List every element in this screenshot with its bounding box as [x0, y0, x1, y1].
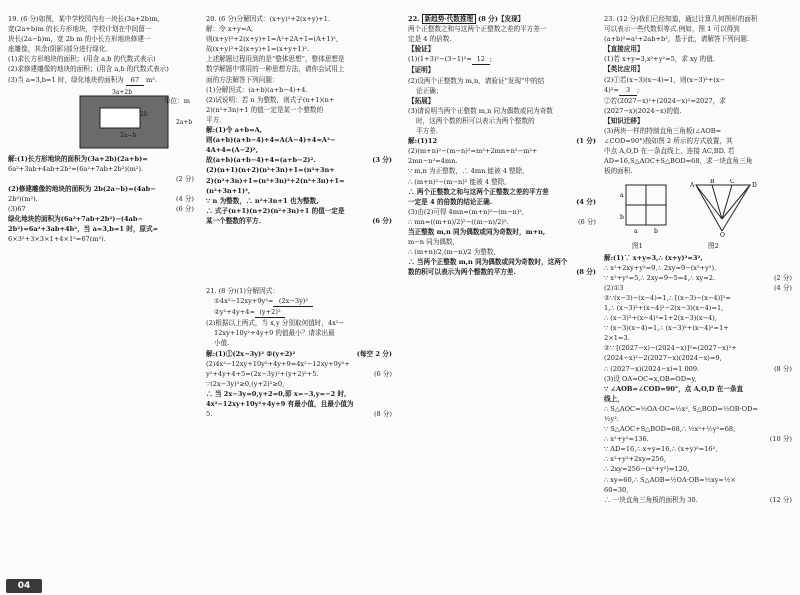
q23-score: (10 分) [769, 435, 792, 444]
q23-line: (3)两块一样的特制直角三角板(∠AOB= [604, 127, 722, 136]
fig2-label-O: O [720, 231, 725, 239]
q20-solution-line: 4A+4=(A−2)², [206, 146, 258, 155]
q19-solution-line: 绿化地块的面积为(6a²+7ab+2b²)−(4ab− [8, 215, 143, 224]
q23-solution-line: ②∵ [(2027−x)−(2024−x)]²=(2027−x)²+ [604, 344, 737, 353]
q22-solution-line: ∴ 当两个正整数 m,n 同为偶数或同为奇数时，这两个 [408, 258, 568, 267]
q23-solution-line: ∵ S△AOC+S△BOD=68,∴ ½x²+½y²=68, [604, 425, 736, 434]
q23-solution-line: ∴ 2xy=256−(x²+y²)=120, [604, 465, 690, 474]
fig1-label-b-bottom: b [654, 227, 658, 235]
q23-solution-line: ②∵(x−3)−(x−4)=1,∴ [(x−3)−(x−4)]²= [604, 293, 731, 302]
q23-solution-line: (3)设 OA=OC=x,OB=OD=y, [604, 374, 697, 383]
q19-line: 宽(2a+b)m 的长方形地块，学校计划在中间留一 [8, 25, 152, 34]
q23-figures [604, 179, 792, 251]
q20-score: (3 分) [372, 156, 392, 165]
q22-header: (8 分)【发现】 [478, 15, 525, 23]
q23-line: 23. (12 分)我们已经知道，通过计算几何图形的面积 [604, 15, 758, 23]
q23-solution-line: 解:(1)∵ x+y=3,∴ (x+y)²=3², [604, 253, 703, 262]
q21-line: 小值. [214, 339, 230, 348]
q23-blank: 3 [619, 85, 637, 96]
fig2-caption: 图2 [708, 241, 719, 250]
q22-solution-line: (3)由(2)可得 4mn=(m+n)²−(m−n)², [408, 207, 525, 216]
q22-line: (1)(1+3)²−(3−1)²= [408, 55, 472, 64]
q20-solution-line: 解:(1)令 a+b=A, [206, 126, 263, 135]
q19-figure [8, 88, 194, 152]
q20-line: 20. (6 分)分解因式：(x+y)²+2(x+y)+1. [206, 15, 330, 23]
q20-line: (2)试说明：若 n 为整数，则式子(n+1)(n+ [206, 95, 335, 104]
q23-solution-line: (2024−x)²−2(2027−x)(2024−x)=9, [604, 354, 722, 363]
question-19 [8, 14, 194, 577]
q20-line: (1)分解因式：(a+b)(a+b−4)+4. [206, 85, 308, 94]
q22-solution-line: 当正整数 m,n 同为偶数或同为奇数时，m+n, [408, 227, 546, 236]
q22-line: (3)请说明当两个正整数 m,n 同为偶数或同为奇数 [408, 106, 553, 115]
q23-solution-line: ∴ 一块直角三角板的面积为 30. [604, 495, 698, 504]
q22-solution-line: m−n 同为偶数, [408, 238, 455, 247]
q23-score: (8 分) [773, 364, 792, 373]
q23-section: 【类比应用】 [604, 65, 644, 74]
q19-line: 19. (6 分)如图，某中学校园内有一块长(3a+2b)m, [8, 15, 160, 23]
q23-solution-line: ∴ xy=60,∴ S△AOB=½OA·OB=½xy=½× [604, 475, 736, 484]
q23-solution-line: (2)①3 [604, 283, 624, 292]
q20-solution-line: 故(a+b)(a+b−4)+4=(a+b−2)². [206, 156, 316, 165]
q23-section: 【直接应用】 [604, 45, 644, 54]
q22-line: (2)设两个正整数为 m,n，请验证“发现”中的结 [408, 76, 545, 85]
q23-line: 中点 A,O,D 在一条直线上，连接 AC,BD. 若 [604, 147, 735, 156]
q21-solution-line: y²+4y+4+5=(2x−3y)²+(y+2)²+5. [206, 369, 319, 378]
q20-solution-line: ∴ 式子(n+1)(n+2)(n²+3n)+1 的值一定是 [206, 206, 345, 215]
q21-score: (6 分) [373, 369, 392, 378]
q20-solution-line: ∵ n 为整数，∴ n²+3n+1 也为整数, [206, 196, 319, 205]
q20-solution-line: 2)(n²+3n)+1=(n²+3n)²+2(n²+3n)+1= [206, 176, 345, 185]
q22-section: 【证明】 [408, 66, 435, 75]
q21-line: 12xy+10y²+4y+9 的值最小？请求出最 [214, 329, 335, 338]
q22-section: 【验证】 [408, 45, 435, 54]
q22-solution-line: 解:(1)12 [408, 137, 438, 146]
q21-score: (每空 2 分) [356, 349, 392, 358]
q22-line: 两个正整数之和与这两个正整数之差的平方差一 [408, 25, 547, 34]
q23-solution-line: ∵ AD=16,∴ x+y=16,∴ (x+y)²=16², [604, 445, 718, 454]
q21-solution-line: 5. [206, 410, 213, 419]
fig-label-length: 3a+2b [112, 88, 133, 96]
q23-solution-line: 2×1=3. [604, 334, 630, 343]
q21-line: ②y²+4y+4= [214, 308, 255, 317]
q19-solution-line: 2b²)(m²). [8, 195, 38, 204]
q19-score: (6 分) [175, 205, 194, 214]
q19-solution-line: (2)修建雕像的地块的面积为 2b(2a−b)=(4ab− [8, 184, 156, 193]
fig-label-width: 2a+b [176, 118, 193, 126]
q22-score: (8 分) [576, 268, 596, 277]
q20-line: 面的方法解答下列问题： [206, 75, 279, 84]
q23-line: ∠COD=90°)按如图 2 所示的方式放置，其 [604, 137, 733, 146]
q19-score: (4 分) [175, 195, 194, 204]
q23-section: 【知识迁移】 [604, 116, 644, 125]
fig2-label-A: A [690, 181, 695, 189]
q19-solution-line: (3)67 [8, 205, 26, 214]
q23-solution-line: ∴ (x−3)²+(x−4)²=1+2(x−3)(x−4), [604, 314, 717, 323]
fig2-label-D: D [752, 181, 757, 189]
q22-blank: 12 [472, 54, 490, 65]
q22-solution-line: ∴ (m+n)²−(m−n)² 能被 4 整除, [408, 177, 507, 186]
q22-solution-line: (2)(m+n)²−(m−n)²=m²+2mn+n²−m²+ [408, 147, 538, 156]
q20-line: 数学解题中常用的一种思想方法，请你会试用上 [206, 65, 345, 74]
q20-line: 解：令 x+y=A, [206, 25, 254, 34]
q23-solution-line: 60=30, [604, 485, 629, 494]
q23-solution-line: ∴ x²+2xy+y²=9,∴ 2xy=9−(x²+y²). [604, 263, 717, 272]
q22-solution-line: ∴ (m+n)/2,(m−n)/2 为整数, [408, 248, 496, 257]
q21-line: ①4x²−12xy+9y²= [214, 297, 274, 306]
q23-line: AD=16,S△AOC+S△BOD=68，求一块直角三角 [604, 157, 753, 166]
q23-score: (4 分) [773, 283, 792, 292]
q23-line: (a+b)²=a²+2ab+b²，基于此，请解答下列问题. [604, 35, 750, 44]
question-20-21 [206, 14, 392, 577]
q23-solution-line: 1,∴ (x−3)²+(x−4)²−2(x−3)(x−4)=1, [604, 303, 724, 312]
q21-line: (2)根据以上两式，当 x,y 分别取何值时，4x²− [206, 319, 345, 328]
q23-solution-line: ∴ x²+y²=136. [604, 435, 649, 444]
q23-line: (1)若 x+y=3,x²+y²=5，求 xy 的值. [604, 55, 715, 64]
q19-score: (2 分) [175, 174, 194, 183]
fig-label-inner-length: 2a−b [120, 131, 137, 139]
q22-line: 平方差. [416, 127, 438, 136]
question-23: 23. (12 分)我们已经知道，通过计算几何图形的面积 可以表示一些代数恒等式.例如，图 1 可以得到 (a+b)²=a²+2ab+b²，基于此，请解答下列问题. 【直接应用】 (1)若 x+y=3,x²+y²=5，求 xy 的值. 【类比应用】 (2)①若(x−3)(x−4)=1，则(x−3)²+(x− 4)²= 3 ; ②若(2027−x)²+(2024−x)²=2027，求 (2027−x)(2024−x)的值. 【知识迁移】 (3)两块一样的特制直角三角板(∠AOB= ∠COD=90°)按如图 2 所示的方式放置，其 中点 A,O,D 在一条直线上，连接 AC,BD. 若 AD=16,S△AOC+S△BOD=68，求一块直角三角 板的面积. a b a b A B C D O 图1 图2 解:(1)∵ x+y=3,∴ (x+y)²=3², ∴ x²+2xy+y²=9,∴ 2xy=9−(x²+y²). ∵ x²+y²=5,∴ 2xy=9−5=4,∴ xy=2. (2 分) (2)①3 (4 分) ②∵(x−3)−(x−4)=1,∴ [(x−3)−(x−4)]²= 1,∴ (x−3)²+(x−4)²−2(x−3)(x−4)=1, ∴ (x−3)²+(x−4)²=1+2(x−3)(x−4), ∵ (x−3)(x−4)=1,∴ (x−3)²+(x−4)²=1+ 2×1=3. ②∵ [(2027−x)−(2024−x)]²=(2027−x)²+ (2024−x)²−2(2027−x)(2024−x)=9, ∴ (2027−x)(2024−x)=1 009. (8 分) (3)设 OA=OC=x,OB=OD=y, ∵ ∠AOB=∠COD=90°，点 A,O,D 在一条直 线上， ∴ S△AOC=½OA·OC=½x², S△BOD=½OB·OD= ½y². ∵ S△AOC+S△BOD=68,∴ ½x²+½y²=68, ∴ x²+y²=136. (10 分) ∵ AD=16,∴ x+y=16,∴ (x+y)²=16², ∴ x²+y²+2xy=256, ∴ 2xy=256−(x²+y²)=120, ∴ xy=60,∴ S△AOB=½OA·OB=½xy=½× 60=30, ∴ 一块直角三角板的面积为 30. (12 分) [604, 15, 792, 504]
q23-line: 板的面积. [604, 167, 633, 176]
q22-line: 论正确； [416, 86, 443, 95]
q23-score: (2 分) [773, 273, 792, 282]
q22-solution-line: ∴ 两个正整数之和与这两个正整数之差的平方差 [408, 187, 549, 196]
q19-line: 座雕像，其余(阴影)部分进行绿化. [8, 45, 108, 54]
q19-line: (3)当 a=3,b=1 时，绿化地块的面积为 67 m². [8, 75, 194, 86]
q19-line: (2)求修建雕像的地块的面积；(用含 a,b 的代数式表示) [8, 65, 169, 74]
q23-line: (2027−x)(2024−x)的值. [604, 106, 682, 115]
q20-score: (6 分) [372, 216, 392, 225]
q22-solution-line: 一定是 4 的倍数的结论正确. [408, 197, 493, 206]
q21-solution-line: ∵(2x−3y)²≥0,(y+2)²≥0, [206, 379, 285, 388]
fig1-label-b-left: b [620, 213, 624, 221]
fig1-label-a-bottom: a [634, 227, 638, 235]
q20-line: 平方. [206, 115, 222, 124]
q22-solution-line: ∵ m,n 为正整数，∴ 4mn 能被 4 整除, [408, 167, 525, 176]
q23-solution-line: ½y². [604, 415, 619, 423]
q19-line: 块长(2a−b)m，宽 2b m 的小长方形地块修建一 [8, 35, 151, 44]
q20-line: 2)(n²+3n)+1 的值一定是某一个整数的 [206, 105, 324, 114]
fig2-label-C: C [730, 178, 735, 185]
q21-solution-line: (2)4x²−12xy+10y²+4y+9=4x²−12xy+9y²+ [206, 359, 350, 368]
q20-solution-line: 某一个整数的平方. [206, 216, 262, 225]
q22-score: (6 分) [577, 217, 596, 226]
q21-score: (8 分) [373, 410, 392, 419]
q19-solution-line: 解:(1)长方形地块的面积为(3a+2b)(2a+b)= [8, 154, 148, 163]
q22-tag: 新趋势·代数推理 [422, 14, 476, 24]
q20-solution-line: (n²+3n+1)², [206, 186, 251, 195]
q20-line: 则(x+y)²+2(x+y)+1=A²+2A+1=(A+1)², [206, 35, 338, 44]
q23-solution-line: ∴ x²+y²+2xy=256, [604, 455, 666, 464]
q23-line: 可以表示一些代数恒等式.例如，图 1 可以得到 [604, 25, 740, 34]
q23-solution-line: 线上， [604, 394, 624, 403]
fig1-caption: 图1 [632, 241, 643, 250]
q20-line: 故(x+y)²+2(x+y)+1=(x+y+1)². [206, 45, 310, 54]
q22-section: 【拓展】 [408, 96, 435, 105]
question-22: 22. 新趋势·代数推理 (8 分)【发现】 两个正整数之和与这两个正整数之差的平方差一 定是 4 的倍数. 【验证】 (1)(1+3)²−(3−1)²= 12 ; 【证明】 (2)设两个正整数为 m,n，请验证“发现”中的结 论正确； 【拓展】 (3)请说明当两个正整数 m,n 同为偶数或同为奇数 时，这两个数的积可以表示为两个整数的 平方差. 解:(1)12 (1 分) (2)(m+n)²−(m−n)²=m²+2mn+n²−m²+ 2mn−n²=4mn. ∵ m,n 为正整数，∴ 4mn 能被 4 整除, ∴ (m+n)²−(m−n)² 能被 4 整除, ∴ 两个正整数之和与这两个正整数之差的平方差 一定是 4 的倍数的结论正确. (4 分) (3)由(2)可得 4mn=(m+n)²−(m−n)², ∴ mn=((m+n)/2)²−((m−n)/2)². (6 分) 当正整数 m,n 同为偶数或同为奇数时，m+n, m−n 同为偶数, ∴ (m+n)/2,(m−n)/2 为整数, ∴ 当两个正整数 m,n 同为偶数或同为奇数时，这两个 数的积可以表示为两个整数的平方差. (8 分) [408, 15, 596, 277]
q21-line: 21. (8 分)(1)分解因式： [206, 286, 279, 295]
fig2-label-B: B [710, 178, 715, 185]
q23-line: ②若(2027−x)²+(2024−x)²=2027，求 [604, 96, 726, 105]
q23-line: (2)①若(x−3)(x−4)=1，则(x−3)²+(x− [604, 75, 726, 84]
q22-score: (1 分) [576, 137, 596, 146]
q23-solution-line: ∴ (2027−x)(2024−x)=1 009. [604, 364, 700, 373]
q19-solution-line: 6×3²+3×3×1+4×1²=67(m²). [8, 235, 106, 244]
q19-line: (1)求长方形地块的面积；(用含 a,b 的代数式表示) [8, 55, 156, 64]
q21-solution-line: ∴ 当 2x−3y=0,y+2=0,即 x=−3,y=−2 时, [206, 389, 347, 398]
q23-solution-line: ∵ x²+y²=5,∴ 2xy=9−5=4,∴ xy=2. [604, 273, 716, 282]
q22-solution-line: ∴ mn=((m+n)/2)²−((m−n)/2)². [408, 217, 509, 226]
page-number: 04 [6, 579, 42, 593]
q19-solution-line: 6a²+3ab+4ab+2b²=(6a²+7ab+2b²)(m²). [8, 164, 144, 173]
q21-solution-line: 解:(1)①(2x−3y)² ②(y+2)² [206, 349, 296, 358]
q20-solution-line: 则(a+b)(a+b−4)+4=A(A−4)+4=A²− [206, 136, 336, 145]
q22-number: 22. [408, 15, 420, 23]
q22-score: (4 分) [576, 197, 596, 206]
q20-line: 上述解题过程用到的是“整体思想”，整体思想是 [206, 55, 345, 64]
q23-solution-line: ∴ S△AOC=½OA·OC=½x², S△BOD=½OB·OD= [604, 404, 758, 413]
q19-solution-line: 2b²)=6a²+3ab+4b²，当 a=3,b=1 时，原式= [8, 225, 159, 234]
q22-solution-line: 2mn−n²=4mn. [408, 157, 458, 166]
q19-answer-blank: 67 [126, 75, 144, 86]
q23-score: (12 分) [769, 495, 792, 504]
square-and-triangles-diagram [612, 179, 782, 241]
q22-line: 时，这两个数的积可以表示为两个整数的 [416, 116, 535, 125]
q23-solution-line: ∵ ∠AOB=∠COD=90°，点 A,O,D 在一条直 [604, 384, 744, 393]
q21-blank-2: (y+2)² [255, 307, 285, 318]
fig-unit: 单位：m [163, 96, 190, 105]
q23-solution-line: ∵ (x−3)(x−4)=1,∴ (x−3)²+(x−4)²=1+ [604, 324, 729, 333]
q21-blank-1: (2x−3y)² [273, 296, 313, 307]
q22-solution-line: 数的积可以表示为两个整数的平方差. [408, 268, 516, 277]
fig1-label-a-left: a [620, 191, 624, 199]
q20-solution-line: (2)(n+1)(n+2)(n²+3n)+1=(n²+3n+ [206, 166, 335, 175]
q23-line: 4)²= [604, 85, 619, 94]
q22-line: 定是 4 的倍数. [408, 35, 452, 44]
fig-label-2b: 2b [140, 110, 148, 118]
q21-solution-line: 4x²−12xy+10y²+4y+9 有最小值，且最小值为 [206, 400, 354, 408]
